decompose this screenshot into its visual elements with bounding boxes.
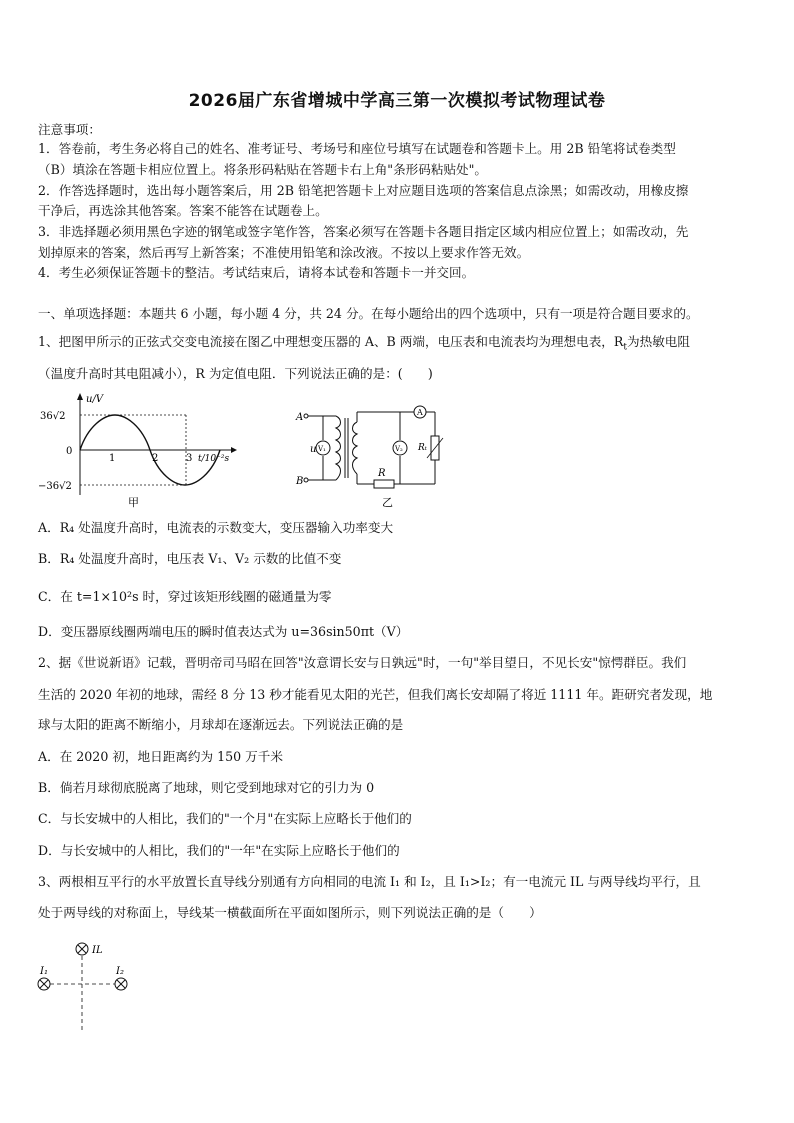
q1-option-c: C．在 t=1×10²s 时，穿过该矩形线圈的磁通量为零 — [38, 589, 332, 604]
label-il: IL — [92, 945, 103, 956]
tick-label-2: 2 — [152, 453, 159, 464]
resistor-r — [374, 480, 394, 488]
notice-line-1: 1．答卷前，考生务必将自己的姓名、准考证号、考场号和座位号填写在试题卷和答题卡上。用 2B 铅笔将试卷类型 — [38, 141, 676, 156]
ymax-label: 36√2 — [40, 411, 66, 422]
q1-option-a: A．R₄ 处温度升高时，电流表的示数变大，变压器输入功率变大 — [38, 520, 394, 535]
label-i2: I₂ — [116, 966, 124, 977]
q1-stem-line-2: （温度升高时其电阻减小），R 为定值电阻．下列说法正确的是：( ) — [38, 366, 433, 381]
figure-yi-circuit — [290, 404, 450, 512]
q1-stem-line-1 — [38, 334, 690, 356]
q1-option-b: B．R₄ 处温度升高时，电压表 V₁、V₂ 示数的比值不变 — [38, 551, 342, 566]
q3-stem-line-2: 处于两导线的对称面上，导线某一横截面所在平面如图所示，则下列说法正确的是（ ） — [38, 905, 542, 920]
q2-stem-line-3: 球与太阳的距离不断缩小，月球却在逐渐远去。下列说法正确的是 — [38, 717, 404, 732]
terminal-a — [304, 414, 308, 418]
secondary-coil — [353, 422, 358, 474]
q1-option-d: D．变压器原线圈两端电压的瞬时值表达式为 u=36sin50πt（V） — [38, 624, 409, 639]
y-axis-arrow-icon — [77, 393, 83, 400]
section-heading: 一、单项选择题：本题共 6 小题，每小题 4 分，共 24 分。在每小题给出的四个选项中，只有一项是符合题目要求的。 — [38, 306, 699, 321]
label-r: R — [378, 468, 386, 479]
origin-label: 0 — [66, 446, 73, 457]
primary-coil — [336, 416, 341, 480]
q1-stem-tail: 为热敏电阻 — [627, 334, 690, 349]
q3-stem-line-1: 3、两根相互平行的水平放置长直导线分别通有方向相同的电流 I₁ 和 I₂，且 I₁>I₂；有一电流元 IL 与两导线均平行，且 — [38, 874, 701, 889]
il-cross-icon — [76, 943, 88, 955]
q2-option-b: B．倘若月球彻底脱离了地球，则它受到地球对它的引力为 0 — [38, 780, 375, 795]
x-axis-label: t/10⁻²s — [198, 454, 230, 464]
tick-label-3: 3 — [186, 453, 193, 464]
q2-option-c: C．与长安城中的人相比，我们的"一个月"在实际上应略长于他们的 — [38, 811, 412, 826]
label-u: u — [310, 444, 317, 455]
q2-option-a: A．在 2020 初，地日距离约为 150 万千米 — [38, 749, 283, 764]
i2-cross-icon — [115, 978, 127, 990]
y-axis-label: u/V — [86, 394, 104, 405]
q2-stem-line-2: 生活的 2020 年初的地球，需经 8 分 13 秒才能看见太阳的光芒，但我们离长安却隔了将近 1111 年。距研究者发现，地 — [38, 687, 713, 702]
figure-jia-sine-wave — [36, 390, 246, 510]
q1-stem-main: 1、把图甲所示的正弦式交变电流接在图乙中理想变压器的 A、B 两端，电压表和电流表均为理想电表，R — [38, 334, 624, 349]
figure-yi-caption: 乙 — [382, 496, 393, 509]
q1-stem-sub: t — [623, 342, 628, 353]
figure-jia-caption: 甲 — [128, 496, 139, 509]
notice-heading: 注意事项： — [38, 122, 101, 137]
q2-stem-line-1: 2、据《世说新语》记载，晋明帝司马昭在回答"汝意谓长安与日孰远"时，一句"举目望日，不见长安"惊愕群臣。我们 — [38, 655, 687, 670]
label-i1: I₁ — [40, 966, 48, 977]
notice-line-2: （B）填涂在答题卡相应位置上。将条形码粘贴在答题卡右上角"条形码粘贴处"。 — [38, 162, 488, 177]
terminal-b — [304, 478, 308, 482]
v1-label: V₁ — [318, 445, 326, 453]
tick-label-1: 1 — [109, 453, 116, 464]
notice-line-4: 干净后，再选涂其他答案。答案不能答在试题卷上。 — [38, 203, 328, 218]
notice-line-6: 划掉原来的答案，然后再写上新答案；不准使用铅笔和涂改液。不按以上要求作答无效。 — [38, 245, 530, 260]
ymin-label: −36√2 — [38, 481, 72, 492]
figure-q3-wires — [34, 936, 144, 1032]
label-b: B — [296, 476, 304, 487]
page-title: 2026届广东省增城中学高三第一次模拟考试物理试卷 — [188, 91, 606, 111]
ammeter-label: A — [417, 408, 423, 417]
notice-line-5: 3．非选择题必须用黑色字迹的钢笔或签字笔作答，答案必须写在答题卡各题目指定区域内相应位置上；如需改动，先 — [38, 224, 689, 239]
x-axis-arrow-icon — [231, 447, 237, 453]
label-rt: Rₜ — [418, 443, 427, 453]
q2-option-d: D．与长安城中的人相比，我们的"一年"在实际上应略长于他们的 — [38, 843, 400, 858]
v2-label: V₂ — [395, 445, 403, 453]
notice-line-7: 4．考生必须保证答题卡的整洁。考试结束后，请将本试卷和答题卡一并交回。 — [38, 265, 475, 280]
i1-cross-icon — [38, 978, 50, 990]
notice-line-3: 2．作答选择题时，选出每小题答案后，用 2B 铅笔把答题卡上对应题目选项的答案信息点涂黑；如需改动，用橡皮擦 — [38, 183, 689, 198]
label-a: A — [296, 412, 304, 423]
